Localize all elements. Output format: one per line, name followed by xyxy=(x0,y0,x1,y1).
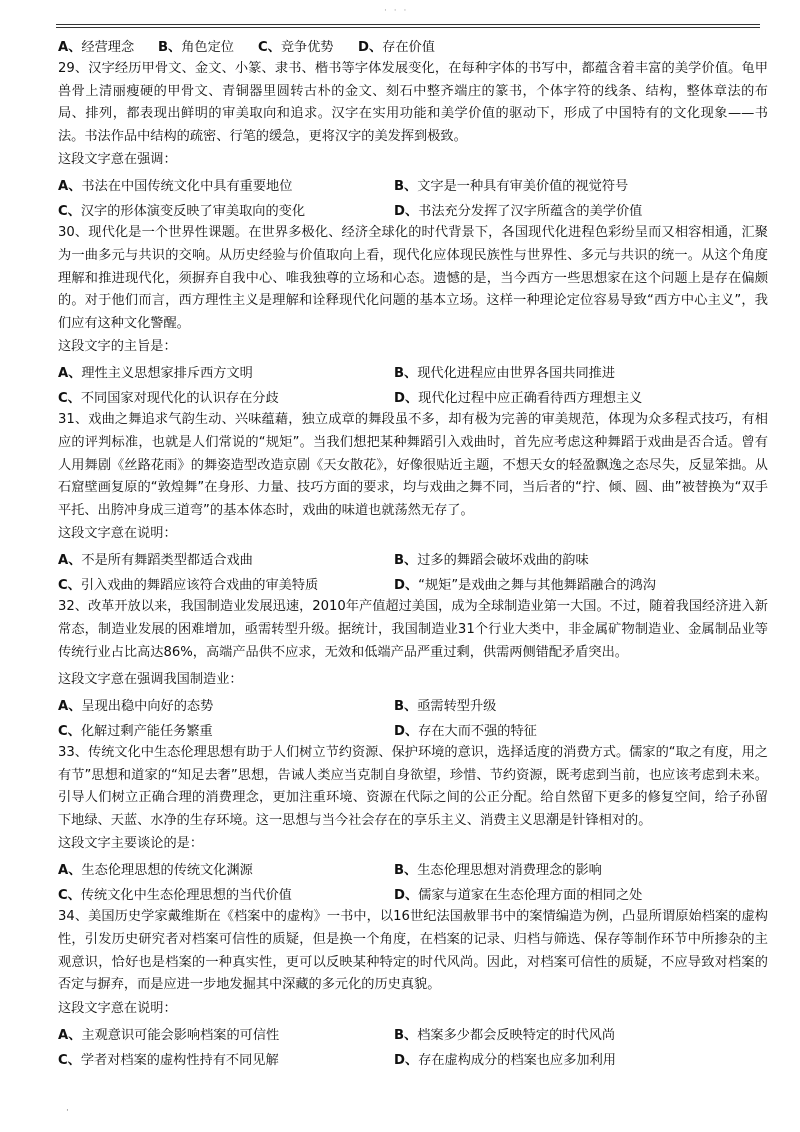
option-text: 存在大而不强的特征 xyxy=(418,724,537,740)
header-rule-thin xyxy=(56,27,760,28)
option-letter: C、 xyxy=(58,724,81,740)
option-letter: C、 xyxy=(258,40,281,55)
option-letter: D、 xyxy=(394,1052,419,1068)
option-c[interactable] xyxy=(58,720,394,739)
options-row xyxy=(58,856,768,881)
option-text: 现代化进程应由世界各国共同推进 xyxy=(417,366,616,382)
option-a[interactable] xyxy=(58,859,394,878)
question-passage: 30、现代化是一个世界性课题。在世界多极化、经济全球化的时代背景下，各国现代化进程色彩纷呈而又相容相通，汇聚为一曲多元与共识的交响。从历史经验与价值取向上看，现代化应体现民族性与世界性、多元与共识的统一。从这个角度理解和推进现代化，须摒弃自我中心、唯我独尊的立场和心态。遗憾的是，当今西方一些思想家在这个问题上是存在偏颇的。对于他们而言，西方理性主义是理解和诠释现代化问题的基本立场。这样一种理论定位容易导致“西方中心主义”，我们应有这种文化警醒。 xyxy=(58,225,768,331)
option-d[interactable] xyxy=(394,720,537,739)
option-text: 存在虚构成分的档案也应多加利用 xyxy=(418,1052,616,1068)
options-row xyxy=(58,717,768,742)
question-29 xyxy=(58,58,768,222)
option-a[interactable] xyxy=(58,1024,394,1043)
question-passage: 29、汉字经历甲骨文、金文、小篆、隶书、楷书等字体发展变化，在每种字体的书写中，都蕴含着丰富的美学价值。龟甲兽骨上清丽瘦硬的甲骨文、青铜器里圆转古朴的金文、刻石中整齐端庄的篆书，个体字符的线条、结构，整体章法的布局、排列，都表现出鲜明的审美取向和追求。汉字在实用功能和美学价值的驱动下，形成了中国特有的文化现象——书法。书法作品中结构的疏密、行笔的缓急，更将汉字的美发挥到极致。 xyxy=(58,61,768,144)
question-32 xyxy=(58,596,768,742)
option-letter: D、 xyxy=(394,204,419,220)
option-b[interactable] xyxy=(394,859,602,878)
option-letter: A、 xyxy=(58,863,82,879)
option-a[interactable] xyxy=(58,549,394,568)
header-rule xyxy=(56,24,760,25)
question-34 xyxy=(58,906,768,1070)
option-c[interactable] xyxy=(58,200,394,219)
option-text: 儒家与道家在生态伦理方面的相同之处 xyxy=(418,888,643,904)
option-a[interactable] xyxy=(58,695,394,714)
option-letter: C、 xyxy=(58,204,81,220)
option-letter: A、 xyxy=(58,366,82,382)
option-c[interactable] xyxy=(58,884,394,903)
option-text: 主观意识可能会影响档案的可信性 xyxy=(81,1027,280,1043)
options-row xyxy=(58,546,768,571)
header-mark: · · · xyxy=(384,6,409,16)
option-letter: C、 xyxy=(58,578,81,594)
option-d[interactable] xyxy=(394,200,642,219)
options-row xyxy=(58,1021,768,1046)
option-text: 生态伦理思想的传统文化渊源 xyxy=(81,863,253,879)
option-letter: B、 xyxy=(394,863,418,879)
question-passage: 34、美国历史学家戴维斯在《档案中的虚构》一书中，以16世纪法国赦罪书中的案情编造为例，凸显所谓原始档案的虚构性，引发历史研究者对档案可信性的质疑，但是换一个角度，在档案的记录、归档与筛选、保存等制作环节中所掺杂的主观意识，恰好也是档案的一种真实性，更可以反映某种特定的时代风尚。因此，对档案可信性的质疑，不应导致对档案的否定与摒弃，而是应进一步地发掘其中深藏的多元化的历史真貌。 xyxy=(58,909,768,993)
option-letter: D、 xyxy=(394,888,419,904)
option-d[interactable] xyxy=(394,1049,616,1068)
option-b[interactable] xyxy=(394,695,496,714)
option-letter: A、 xyxy=(58,553,82,569)
option-d[interactable] xyxy=(394,387,642,406)
option-text: 书法在中国传统文化中具有重要地位 xyxy=(81,179,293,195)
option-b[interactable] xyxy=(394,175,628,194)
option-c[interactable] xyxy=(58,1049,394,1068)
option-text: 学者对档案的虚构性持有不同见解 xyxy=(80,1052,279,1068)
option-b[interactable] xyxy=(394,1024,615,1043)
question-stem: 这段文字意在强调： xyxy=(58,152,177,168)
option-text: 现代化过程中应正确看待西方理想主义 xyxy=(418,391,643,407)
options-row xyxy=(58,881,768,906)
question-30 xyxy=(58,222,768,409)
options-row xyxy=(58,692,768,717)
option-text: 竞争优势 xyxy=(280,40,334,55)
option-letter: C、 xyxy=(58,391,81,407)
question-stem: 这段文字的主旨是： xyxy=(58,339,177,355)
option-b[interactable] xyxy=(394,362,615,381)
option-letter: B、 xyxy=(394,366,418,382)
option-d[interactable] xyxy=(394,884,642,903)
option-letter: A、 xyxy=(58,179,82,195)
options-row xyxy=(58,1046,768,1071)
question-stem: 这段文字主要谈论的是： xyxy=(58,836,204,852)
question-passage: 32、改革开放以来，我国制造业发展迅速，2010年产值超过美国，成为全球制造业第一大国。不过，随着我国经济进入新常态，制造业发展的困难增加，亟需转型升级。据统计，我国制造业31个行业大类中，非金属矿物制造业、金属制品业等传统行业占比高达86%，高端产品供不应求，无效和低端产品严重过剩，供需两侧错配矛盾突出。 xyxy=(58,599,768,660)
question-stem: 这段文字意在强调我国制造业： xyxy=(58,672,243,688)
option-text: 化解过剩产能任务繁重 xyxy=(80,724,213,740)
options-row xyxy=(58,384,768,409)
option-letter: B、 xyxy=(394,553,418,569)
options-row xyxy=(58,359,768,384)
options-row xyxy=(58,571,768,596)
option-text: 呈现出稳中向好的态势 xyxy=(81,699,214,715)
option-text: 角色定位 xyxy=(181,40,234,55)
options-row xyxy=(58,197,768,222)
option-text: 文字是一种具有审美价值的视觉符号 xyxy=(417,179,629,195)
option-text: 汉字的形体演变反映了审美取向的变化 xyxy=(80,204,306,220)
option-text: 书法充分发挥了汉字所蕴含的美学价值 xyxy=(418,204,643,220)
option-text: 传统文化中生态伦理思想的当代价值 xyxy=(80,888,292,904)
question-stem: 这段文字意在说明： xyxy=(58,526,177,542)
option-letter: D、 xyxy=(394,391,419,407)
option-c[interactable] xyxy=(58,387,394,406)
option-text: 生态伦理思想对消费理念的影响 xyxy=(417,863,602,879)
question-33 xyxy=(58,742,768,906)
q28-option-a[interactable] xyxy=(58,36,158,55)
option-text: 存在价值 xyxy=(382,40,435,55)
option-text: 档案多少都会反映特定的时代风尚 xyxy=(417,1027,616,1043)
option-d[interactable] xyxy=(394,574,656,593)
option-b[interactable] xyxy=(394,549,589,568)
option-text: 过多的舞蹈会破坏戏曲的韵味 xyxy=(417,553,589,569)
option-text: 不是所有舞蹈类型都适合戏曲 xyxy=(81,553,253,569)
option-text: 亟需转型升级 xyxy=(417,699,497,715)
option-text: 理性主义思想家排斥西方文明 xyxy=(81,366,253,382)
q28-option-d[interactable] xyxy=(358,36,458,55)
option-letter: A、 xyxy=(58,1027,82,1043)
footer-mark: · xyxy=(66,1106,69,1116)
option-letter: D、 xyxy=(394,724,419,740)
option-a[interactable] xyxy=(58,362,394,381)
option-letter: B、 xyxy=(394,699,418,715)
option-c[interactable] xyxy=(58,574,394,593)
q28-options xyxy=(58,33,768,58)
option-letter: A、 xyxy=(58,40,82,55)
option-letter: D、 xyxy=(358,40,383,55)
option-letter: B、 xyxy=(394,1027,418,1043)
option-text: “规矩”是戏曲之舞与其他舞蹈融合的鸿沟 xyxy=(418,578,656,594)
option-letter: D、 xyxy=(394,578,419,594)
q28-option-b[interactable] xyxy=(158,36,258,55)
question-stem: 这段文字意在说明： xyxy=(58,1000,177,1016)
option-letter: C、 xyxy=(58,1052,81,1068)
option-text: 经营理念 xyxy=(81,40,135,55)
question-31 xyxy=(58,409,768,596)
question-passage: 31、戏曲之舞追求气韵生动、兴味蕴藉，独立成章的舞段虽不多，却有极为完善的审美规范，体现为众多程式技巧，有相应的评判标准，也就是人们常说的“规矩”。当我们想把某种舞蹈引入戏曲时，首先应考虑这种舞蹈于戏曲是否合适。曾有人用舞剧《丝路花雨》的舞姿造型改造京剧《天女散花》，好像很贴近主题，不想天女的轻盈飘逸之态尽失，反显笨拙。从石窟壁画复原的“敦煌舞”在身形、力量、技巧方面的要求，均与戏曲之舞不同，当后者的“拧、倾、圆、曲”被替换为“双手平托、出胯冲身成三道弯”的基本体态时，戏曲的味道也就荡然无存了。 xyxy=(58,412,768,518)
document-page xyxy=(58,33,768,1071)
option-a[interactable] xyxy=(58,175,394,194)
option-letter: B、 xyxy=(394,179,418,195)
option-text: 不同国家对现代化的认识存在分歧 xyxy=(80,391,279,407)
options-row xyxy=(58,172,768,197)
option-letter: B、 xyxy=(158,40,182,55)
option-letter: C、 xyxy=(58,888,81,904)
q28-option-c[interactable] xyxy=(258,36,358,55)
question-passage: 33、传统文化中生态伦理思想有助于人们树立节约资源、保护环境的意识，选择适度的消费方式。儒家的“取之有度，用之有节”思想和道家的“知足去奢”思想，告诫人类应当克制自身欲望，珍惜、节约资源，既考虑到当前，也应该考虑到未来。引导人们树立正确合理的消费理念，更加注重环境、资源在代际之间的公正分配。给自然留下更多的修复空间，给子孙留下地绿、天蓝、水净的生存环境。这一思想与当今社会存在的享乐主义、消费主义思潮是针锋相对的。 xyxy=(58,745,768,828)
option-text: 引入戏曲的舞蹈应该符合戏曲的审美特质 xyxy=(80,578,319,594)
option-letter: A、 xyxy=(58,699,82,715)
